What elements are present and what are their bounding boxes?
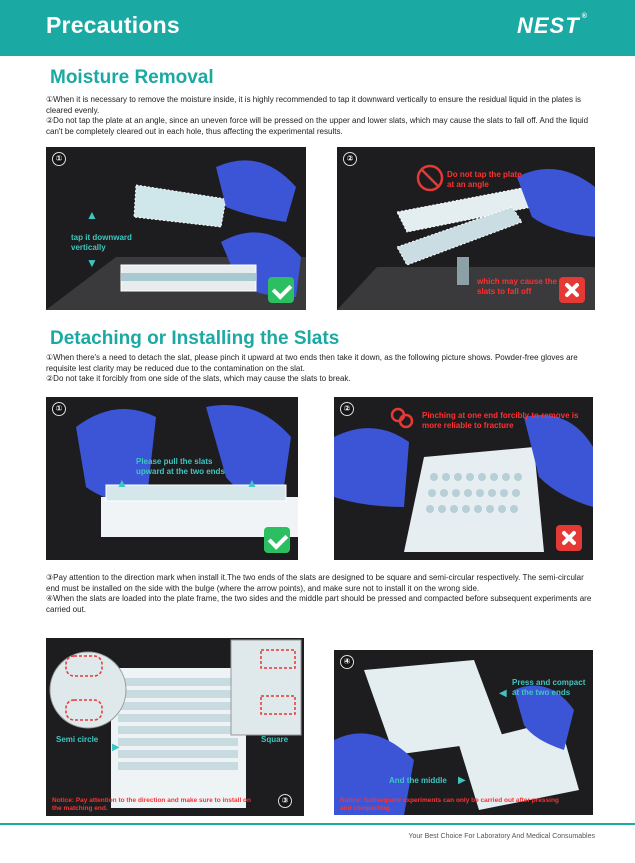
caption-slats-fall-off: which may cause the slats to fall off — [477, 277, 558, 296]
label-and-middle: And the middle — [389, 776, 447, 785]
footer-divider — [0, 823, 635, 825]
slats-paragraphs-1 — [46, 353, 594, 385]
step-number: ① — [52, 152, 66, 166]
label-square: Square — [261, 735, 289, 744]
caption-pull-two-ends: Please pull the slats upward at the two ends — [136, 457, 225, 476]
caption-tap-vertically: tap it downward vertically — [71, 233, 132, 252]
logo-text: NEST — [517, 13, 580, 38]
arrow-left-icon: ◀ — [499, 688, 507, 699]
footer-tagline: Your Best Choice For Laboratory And Medical Consumables — [408, 833, 595, 840]
nest-logo: NEST ® — [517, 13, 588, 38]
label-press-two-ends: Press and compact at the two ends — [512, 678, 586, 697]
arrow-down-icon: ▼ — [86, 256, 98, 270]
step-number: ① — [52, 402, 66, 416]
cross-icon — [559, 277, 585, 303]
step-number: ② — [340, 402, 354, 416]
checkmark-icon — [268, 277, 294, 303]
page-title: Precautions — [46, 12, 180, 38]
arrow-up-left-icon: ▲ — [116, 476, 128, 490]
arrow-up-right-icon: ▲ — [246, 476, 258, 490]
moisture-p1: ①When it is necessary to remove the moisture inside, it is highly recommended to tap it downward vertically to ensure the residual liquid in the plates is cleared evenly. — [46, 95, 581, 115]
slats-image-1 — [46, 397, 298, 560]
slats-image-4 — [334, 650, 593, 815]
notice-direction: Notice: Pay attention to the direction and make sure to install on the matching end. — [52, 797, 252, 812]
slats-image-2 — [334, 397, 593, 560]
section-title-slats: Detaching or Installing the Slats — [50, 328, 340, 349]
slats-image-1-art — [46, 397, 298, 560]
checkmark-icon — [264, 527, 290, 553]
moisture-image-1 — [46, 147, 306, 310]
arrow-right-icon: ▶ — [112, 742, 120, 753]
slats-p2: ②Do not take it forcibly from one side of the slats, which may cause the slats to break. — [46, 374, 351, 383]
section-title-moisture: Moisture Removal — [50, 67, 214, 88]
moisture-image-1-art — [46, 147, 306, 310]
notice-compacting: Notice: Subsequent experiments can only be carried out after pressing and compacting. — [340, 797, 559, 812]
step-number: ② — [343, 152, 357, 166]
slats-p3: ③Pay attention to the direction mark when install it.The two ends of the slats are designed to be square and semi-circular respectively. The semi-circular end must be installed on the side with the bulge (where the arrow points), and make sure not to install it on the wrong side. — [46, 573, 584, 593]
slats-image-3 — [46, 638, 304, 816]
slats-image-3-art — [46, 638, 304, 816]
slats-p4: ④When the slats are loaded into the plate frame, the two sides and the middle part should be pressed and compacted before subsequent experiments are carried out. — [46, 594, 592, 614]
arrow-up-icon: ▲ — [86, 208, 98, 222]
cross-icon — [556, 525, 582, 551]
caption-no-angle: Do not tap the plate at an angle — [447, 170, 522, 189]
moisture-paragraphs — [46, 95, 594, 137]
caption-pinching-one-end: Pinching at one end forcibly to remove is more reliable to fracture — [422, 411, 579, 430]
slats-p1: ①When there's a need to detach the slat, please pinch it upward at two ends then take it down, as the following picture shows. Powder-free gloves are requisite lest clarity may be reduced due to the contamination on the slat. — [46, 353, 578, 373]
arrow-right-icon: ▶ — [458, 775, 466, 786]
header-bar — [0, 0, 635, 56]
slats-paragraphs-2 — [46, 573, 594, 615]
slats-image-4-art — [334, 650, 593, 815]
moisture-p2: ②Do not tap the plate at an angle, since an uneven force will be pressed on the upper and lower slats, which may cause the slats to fall off. And the liquid can't be completely cleared out in each hole, thus affecting the experimental results. — [46, 116, 589, 136]
label-semi-circle: Semi circle — [56, 735, 99, 744]
step-number: ④ — [340, 655, 354, 669]
moisture-image-2 — [337, 147, 595, 310]
step-number: ③ — [278, 794, 292, 808]
